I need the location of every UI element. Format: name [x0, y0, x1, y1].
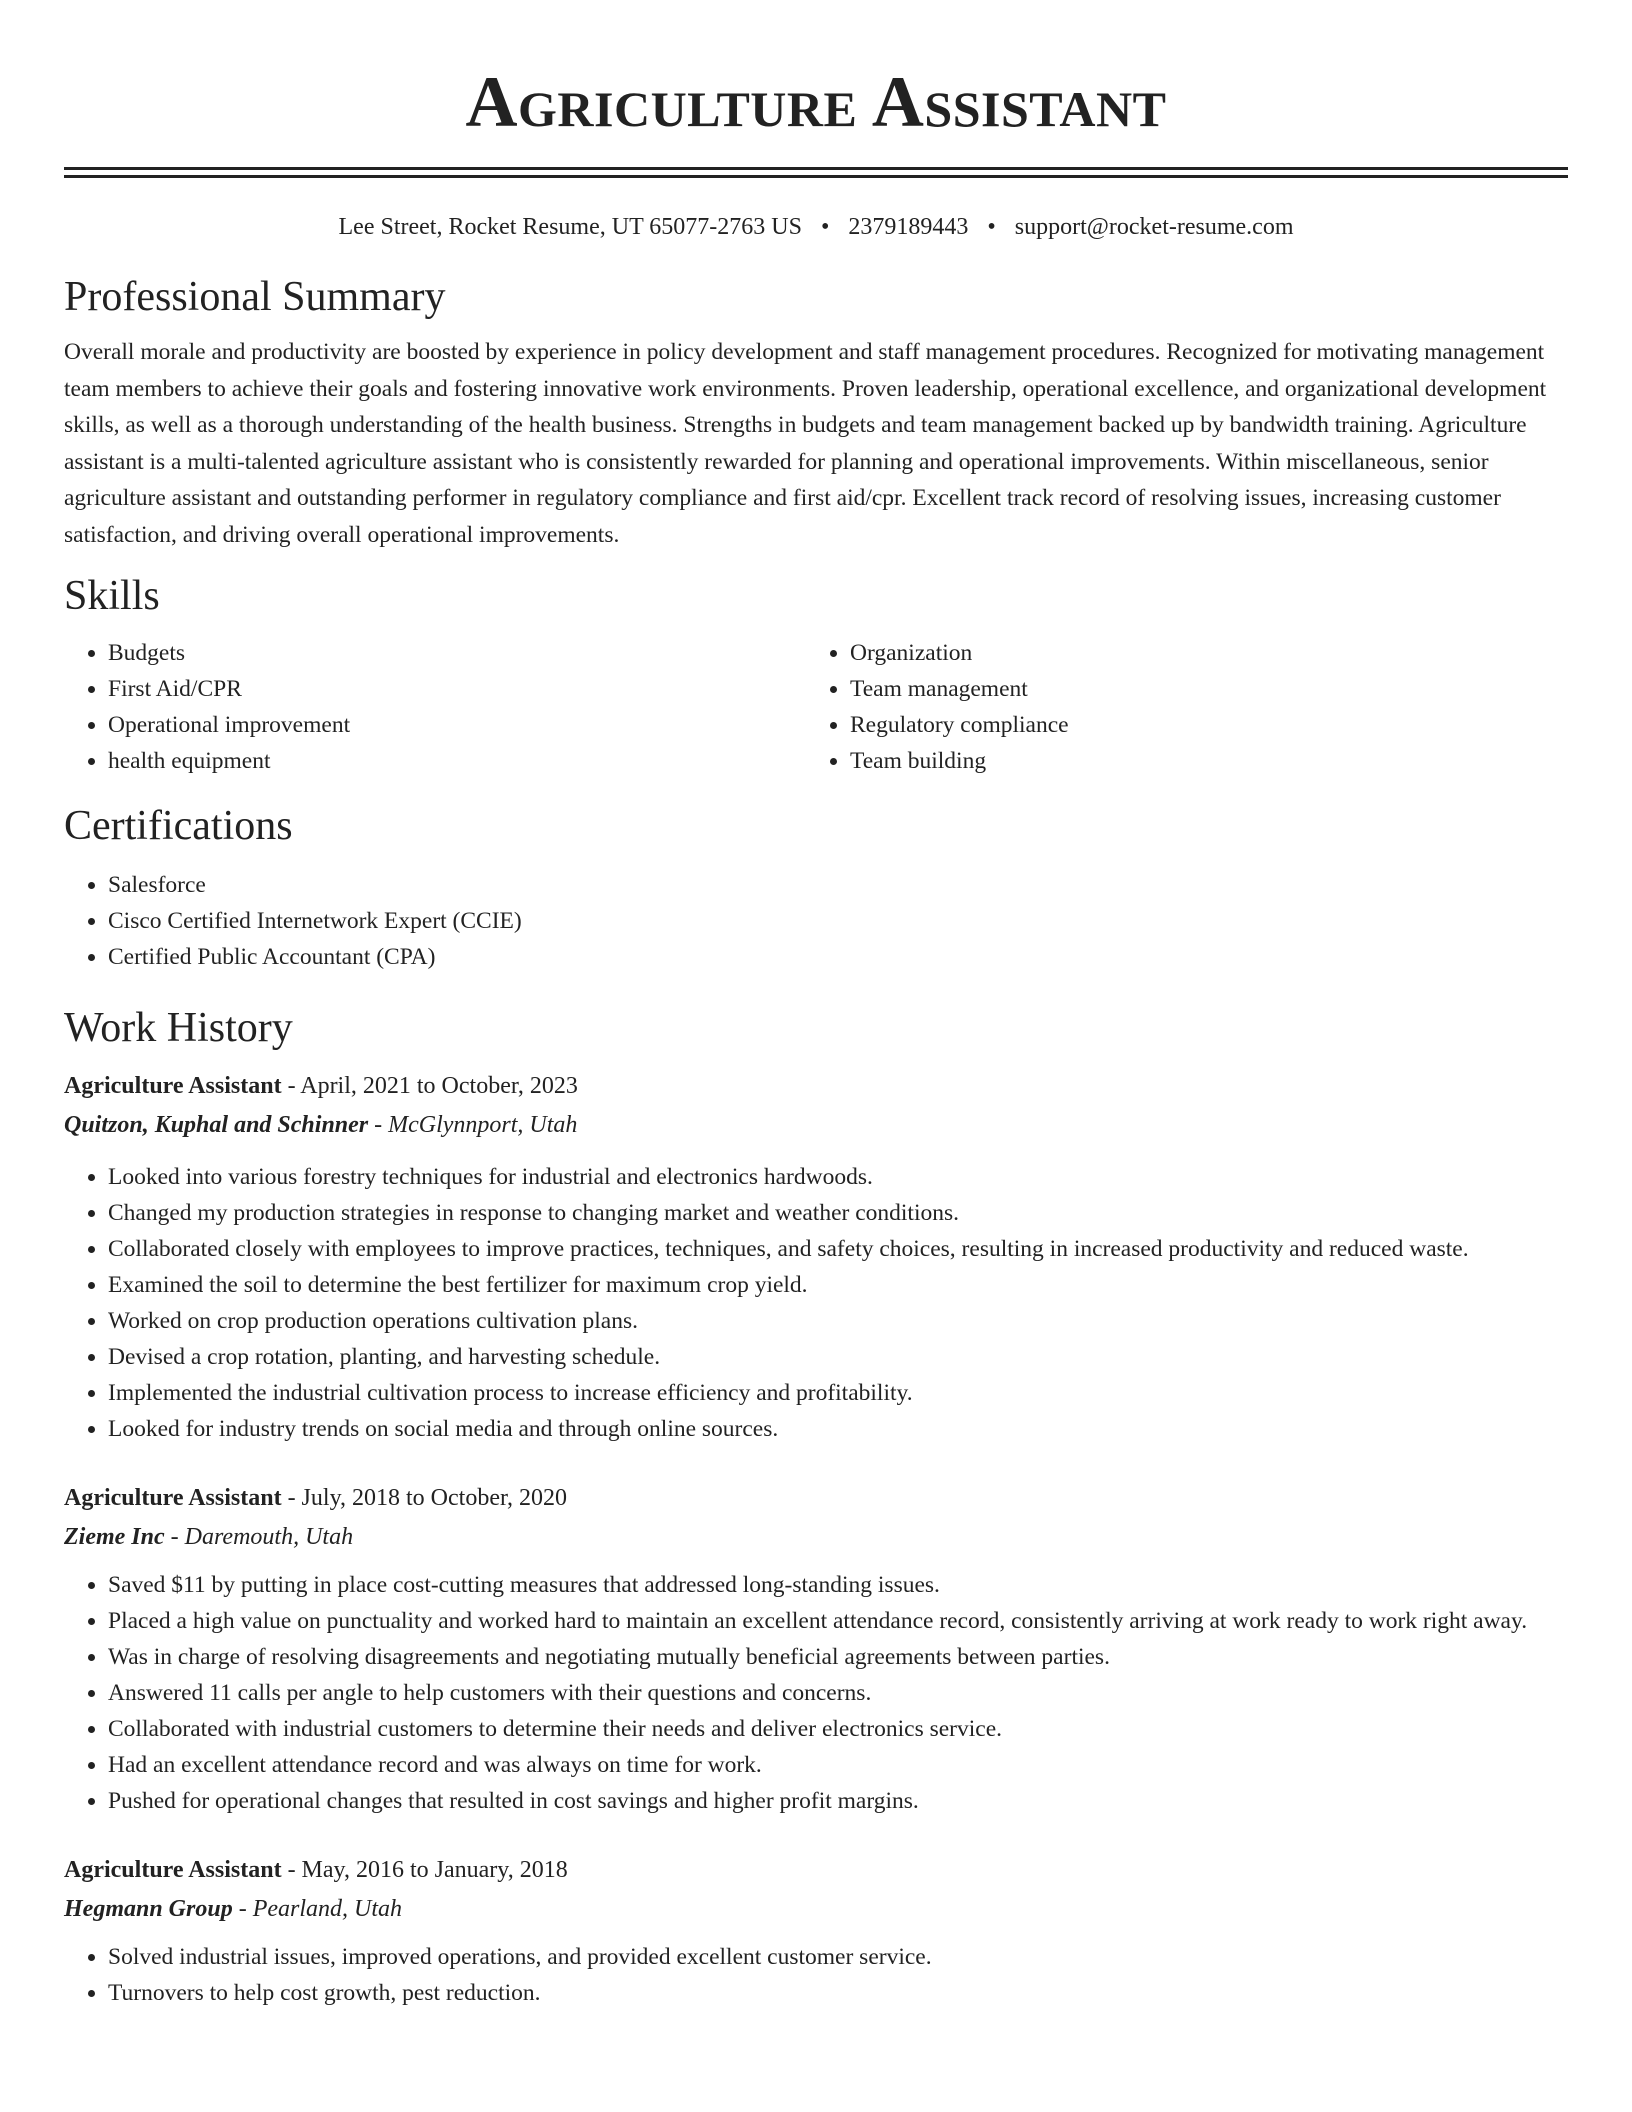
- skill-item: • Operational improvement: [108, 707, 806, 743]
- certifications-list: [64, 867, 1568, 975]
- job-bullet: • Devised a crop rotation, planting, and harvesting schedule.: [108, 1339, 1568, 1375]
- skills-column-left: [64, 635, 806, 779]
- job-company: Zieme Inc: [64, 1524, 165, 1550]
- job-bullet: • Was in charge of resolving disagreements and negotiating mutually beneficial agreements between parties.: [108, 1639, 1568, 1675]
- job-role: Agriculture Assistant: [64, 1857, 282, 1883]
- skill-item: • Budgets: [108, 635, 806, 671]
- skill-item: • Organization: [850, 635, 1548, 671]
- summary-text: Overall morale and productivity are boosted by experience in policy development and staff management procedures. Recognized for motivating management team members to achieve their goals and fostering innovative work environments. Proven leadership, operational excellence, and organizational development skills, as well as a thorough understanding of the health business. Strengths in budgets and team management backed up by bandwidth training. Agriculture assistant is a multi-talented agriculture assistant who is consistently rewarded for planning and operational improvements. Within miscellaneous, senior agriculture assistant and outstanding performer in regulatory compliance and first aid/cpr. Excellent track record of resolving issues, increasing customer satisfaction, and driving overall operational improvements.: [64, 339, 1547, 548]
- job-company: Hegmann Group: [64, 1896, 233, 1922]
- skill-item: • Regulatory compliance: [850, 707, 1548, 743]
- job-bullet: • Saved $11 by putting in place cost-cutting measures that addressed long-standing issues.: [108, 1567, 1568, 1603]
- job-company-line: [64, 1889, 1568, 1929]
- summary-heading: Professional Summary: [64, 274, 446, 320]
- skills-list-left: [64, 635, 806, 779]
- job-bullet: • Collaborated with industrial customers to determine their needs and deliver electronics service.: [108, 1711, 1568, 1747]
- job-dates: - May, 2016 to January, 2018: [281, 1857, 568, 1883]
- job-dates: - April, 2021 to October, 2023: [281, 1073, 578, 1099]
- contact-separator: •: [987, 214, 996, 240]
- job-bullet: • Worked on crop production operations cultivation plans.: [108, 1303, 1568, 1339]
- skill-item: • health equipment: [108, 743, 806, 779]
- job-location: - Pearland, Utah: [232, 1896, 403, 1922]
- certification-item: • Certified Public Accountant (CPA): [108, 939, 1568, 975]
- resume-page: [64, 0, 1568, 2011]
- job-bullet: • Answered 11 calls per angle to help customers with their questions and concerns.: [108, 1675, 1568, 1711]
- job-role: Agriculture Assistant: [64, 1485, 282, 1511]
- contact-email: support@rocket-resume.com: [1014, 214, 1294, 240]
- contact-phone: 2379189443: [848, 214, 969, 240]
- contact-address: Lee Street, Rocket Resume, UT 65077-2763 US: [338, 214, 802, 240]
- job-bullet: • Placed a high value on punctuality and worked hard to maintain an excellent attendance record, consistently arriving at work ready to work right away.: [108, 1603, 1568, 1639]
- job-bullet-list: [64, 1939, 1568, 2011]
- job-company-line: [64, 1517, 1568, 1557]
- job-bullet: • Had an excellent attendance record and was always on time for work.: [108, 1747, 1568, 1783]
- job-bullet: • Turnovers to help cost growth, pest reduction.: [108, 1975, 1568, 2011]
- certification-item: • Cisco Certified Internetwork Expert (CCIE): [108, 903, 1568, 939]
- job-bullet: • Solved industrial issues, improved operations, and provided excellent customer service.: [108, 1939, 1568, 1975]
- job-title-line: [64, 1851, 1568, 1889]
- job-bullet: • Implemented the industrial cultivation process to increase efficiency and profitability.: [108, 1375, 1568, 1411]
- contact-line: [64, 212, 1568, 242]
- job-entry: [64, 1851, 1568, 2011]
- job-location: - Daremouth, Utah: [164, 1524, 354, 1550]
- job-bullet: • Looked for industry trends on social media and through online sources.: [108, 1411, 1568, 1447]
- skills-column-right: [806, 635, 1548, 779]
- job-bullet-list: [64, 1159, 1568, 1447]
- skills-heading: Skills: [64, 573, 160, 619]
- contact-separator: •: [820, 214, 830, 240]
- job-bullet: • Examined the soil to determine the best fertilizer for maximum crop yield.: [108, 1267, 1568, 1303]
- job-bullet-list: [64, 1567, 1568, 1819]
- skills-grid: [64, 635, 1568, 779]
- job-company: Quitzon, Kuphal and Schinner: [64, 1112, 369, 1138]
- job-dates: - July, 2018 to October, 2020: [281, 1485, 568, 1511]
- skill-item: • Team management: [850, 671, 1548, 707]
- job-entry: [64, 1067, 1568, 1447]
- skill-item: • First Aid/CPR: [108, 671, 806, 707]
- job-title-line: [64, 1067, 1568, 1105]
- job-role: Agriculture Assistant: [64, 1073, 282, 1099]
- resume-title: Agriculture Assistant: [465, 62, 1167, 142]
- title-divider-top: [64, 167, 1568, 170]
- skills-list-right: [806, 635, 1548, 779]
- job-company-line: [64, 1105, 1568, 1145]
- certifications-heading: Certifications: [64, 803, 293, 849]
- job-bullet: • Changed my production strategies in response to changing market and weather conditions.: [108, 1195, 1568, 1231]
- job-location: - McGlynnport, Utah: [368, 1112, 578, 1138]
- job-bullet: • Collaborated closely with employees to improve practices, techniques, and safety choices, resulting in increased productivity and reduced waste.: [108, 1231, 1568, 1267]
- work-history-heading: Work History: [64, 1005, 293, 1051]
- skill-item: • Team building: [850, 743, 1548, 779]
- job-bullet: • Pushed for operational changes that resulted in cost savings and higher profit margins.: [108, 1783, 1568, 1819]
- title-divider-bottom: [64, 175, 1568, 178]
- job-title-line: [64, 1479, 1568, 1517]
- job-bullet: • Looked into various forestry techniques for industrial and electronics hardwoods.: [108, 1159, 1568, 1195]
- certification-item: • Salesforce: [108, 867, 1568, 903]
- job-entry: [64, 1479, 1568, 1819]
